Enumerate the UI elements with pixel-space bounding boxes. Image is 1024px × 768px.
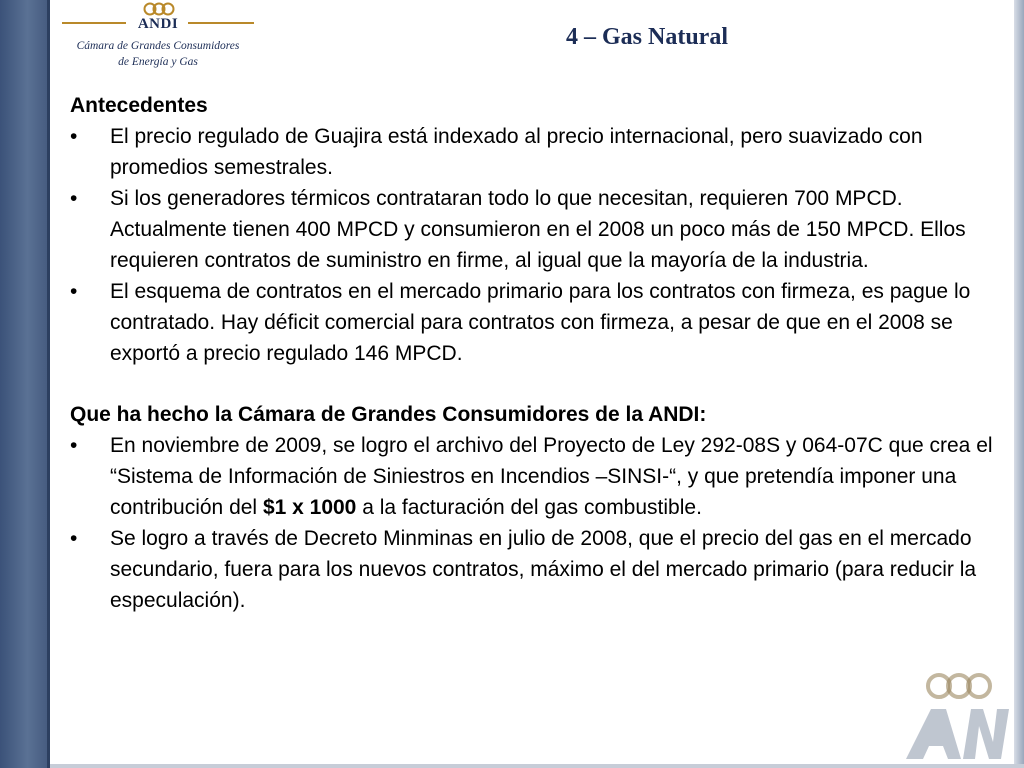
bullet-text-part: En noviembre de 2009, se logro el archivo del Proyecto de Ley 292-08S y 064-07C que crea el “Sistema de Información de Siniestros en Incendios –SINSI-“, y que pretendía imponer una contribución del xyxy=(110,434,993,519)
bullet-item xyxy=(70,430,1015,523)
andi-logo xyxy=(58,2,258,72)
bullet-item: • Si los generadores térmicos contrataran todo lo que necesitan, requieren 700 MPCD. Actualmente tienen 400 MPCD y consumieron en el 2008 un poco más de 150 MPCD. Ellos requieren contratos de suministro en firme, al igual que la mayoría de la industria. xyxy=(70,183,1015,276)
slide-title: 4 – Gas Natural xyxy=(566,24,728,50)
left-side-band xyxy=(0,0,50,768)
bullet-item: • El precio regulado de Guajira está indexado al precio internacional, pero suavizado con promedios semestrales. xyxy=(70,121,1015,183)
bullet-item: • Se logro a través de Decreto Minminas en julio de 2008, que el precio del gas en el mercado secundario, fuera para los nuevos contratos, máximo el del mercado primario (para reducir la especulación). xyxy=(70,523,1015,616)
bullet-item: • El esquema de contratos en el mercado primario para los contratos con firmeza, es pague lo contratado. Hay déficit comercial para contratos con firmeza, a pesar de que en el 2008 se exportó a precio regulado 146 MPCD. xyxy=(70,276,1015,369)
bottom-border xyxy=(50,764,1024,768)
right-edge-band xyxy=(1014,0,1024,768)
bullet-text-part: a la facturación del gas combustible. xyxy=(356,496,702,519)
logo-name: ANDI xyxy=(137,16,179,32)
section-heading-acciones: Que ha hecho la Cámara de Grandes Consumidores de la ANDI: xyxy=(70,403,707,426)
logo-subtitle-line1: Cámara de Grandes Consumidores xyxy=(76,40,240,52)
logo-rings-icon xyxy=(138,2,180,16)
section-spacer xyxy=(70,369,1015,399)
logo-subtitle xyxy=(58,38,258,70)
andi-watermark-logo xyxy=(901,664,1016,764)
logo-rule-right xyxy=(188,22,254,24)
logo-subtitle-line2: de Energía y Gas xyxy=(118,56,198,68)
section-heading-antecedentes: Antecedentes xyxy=(70,94,208,117)
bullet-bold-amount: $1 x 1000 xyxy=(262,496,357,519)
slide-body xyxy=(70,90,1015,616)
logo-rule-left xyxy=(62,22,126,24)
